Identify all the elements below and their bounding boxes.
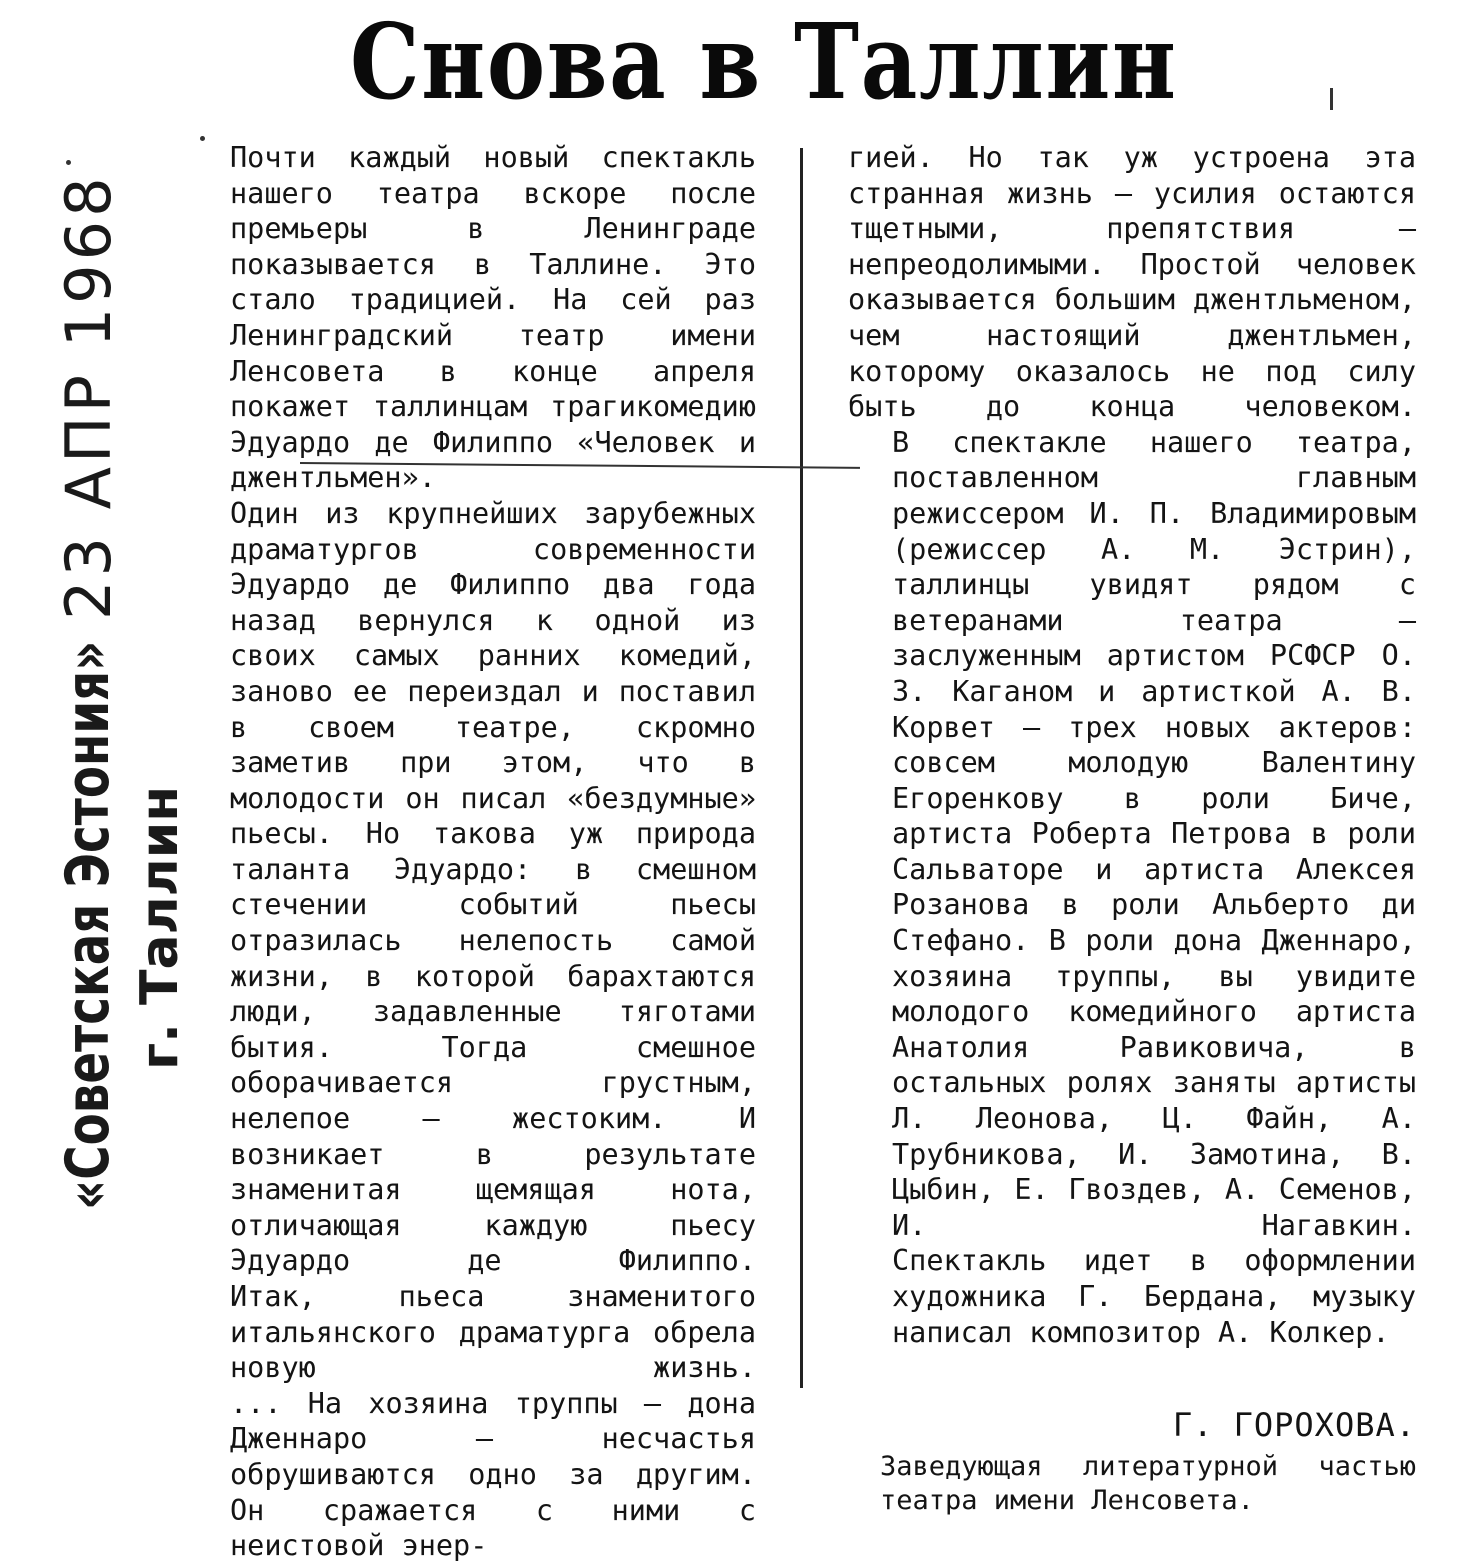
author-name: Г. ГОРОХОВА.	[1172, 1406, 1416, 1445]
paragraph: В спектакле нашего театра, поставленном главным режиссером И. П. Владимировым (режиссер А. М. Эстрин), таллинцы увидят рядом с ветеранами театра — заслуженным артистом РСФСР О. З. Каганом и артисткой А. В. Корвет — трех новых актеров: совсем молодую Валентину Егоренкову в роли Биче, артиста Роберта Петрова в роли Сальваторе и артиста Алексея Розанова в роли Альберто ди Стефано. В роли дона Дженнаро, хозяина труппы, вы увидите молодого комедийного артиста Анатолия Равиковича, в остальных ролях заняты артисты Л. Леонова, Ц. Файн, А. Трубникова, И. Замотина, В. Цыбин, Е. Гвоздев, А. Семенов, И. Нагавкин.	[892, 425, 1416, 1242]
paragraph: гией. Но так уж устроена эта странная жизнь — усилия остаются тщетными, препятствия — непреодолимыми. Простой человек оказывается большим джентльменом, чем настоящий джентльмен, которому оказалось не под силу быть до конца человеком.	[848, 141, 1416, 424]
article-column-right	[848, 140, 1416, 1518]
headline: Снова в Таллин	[350, 0, 1178, 123]
newspaper-stamp	[50, 100, 126, 1210]
stamp-city: г. Таллин	[130, 785, 190, 1070]
paragraph: ... На хозяина труппы — дона Дженнаро — несчастья обрушиваются одно за другим. Он сражается с ними с неистовой энер-	[230, 1386, 756, 1563]
paragraph: Итак, пьеса знаменитого итальянского драматурга обрела новую жизнь.	[230, 1280, 756, 1385]
paragraph: Почти каждый новый спектакль нашего театра вскоре после премьеры в Ленинграде показывается в Таллине. Это стало традицией. На сей раз Ленинградский театр имени Ленсовета в конце апреля покажет таллинцам трагикомедию Эдуардо де Филиппо «Человек и джентльмен».	[230, 141, 756, 495]
paragraph: Спектакль идет в оформлении художника Г. Бердана, музыку написал композитор А. Колкер.	[892, 1244, 1416, 1349]
ink-speck	[200, 136, 205, 141]
print-mark	[1330, 88, 1333, 110]
stamp-newspaper-name: «Советская Эстония»	[53, 640, 123, 1210]
article-column-left	[186, 140, 756, 1564]
ink-speck	[66, 160, 71, 165]
paragraph: Один из крупнейших зарубежных драматургов современности Эдуардо де Филиппо два года назад вернулся к одной из своих самых ранних комедий, заново ее переиздал и поставил в своем театре, скромно заметив при этом, что в молодости он писал «бездумные» пьесы. Но такова уж природа таланта Эдуардо: в смешном стечении событий пьесы отразилась нелепость самой жизни, в которой барахтаются люди, задавленные тяготами бытия. Тогда смешное оборачивается грустным, нелепое — жестоким. И возникает в результате знаменитая щемящая нота, отличающая каждую пьесу Эдуардо де Филиппо.	[230, 496, 756, 1278]
column-divider	[800, 148, 803, 1388]
author-role: Заведующая литературной частью театра имени Ленсовета.	[880, 1450, 1416, 1516]
stamp-date: 23 АПР 1968	[51, 173, 125, 620]
